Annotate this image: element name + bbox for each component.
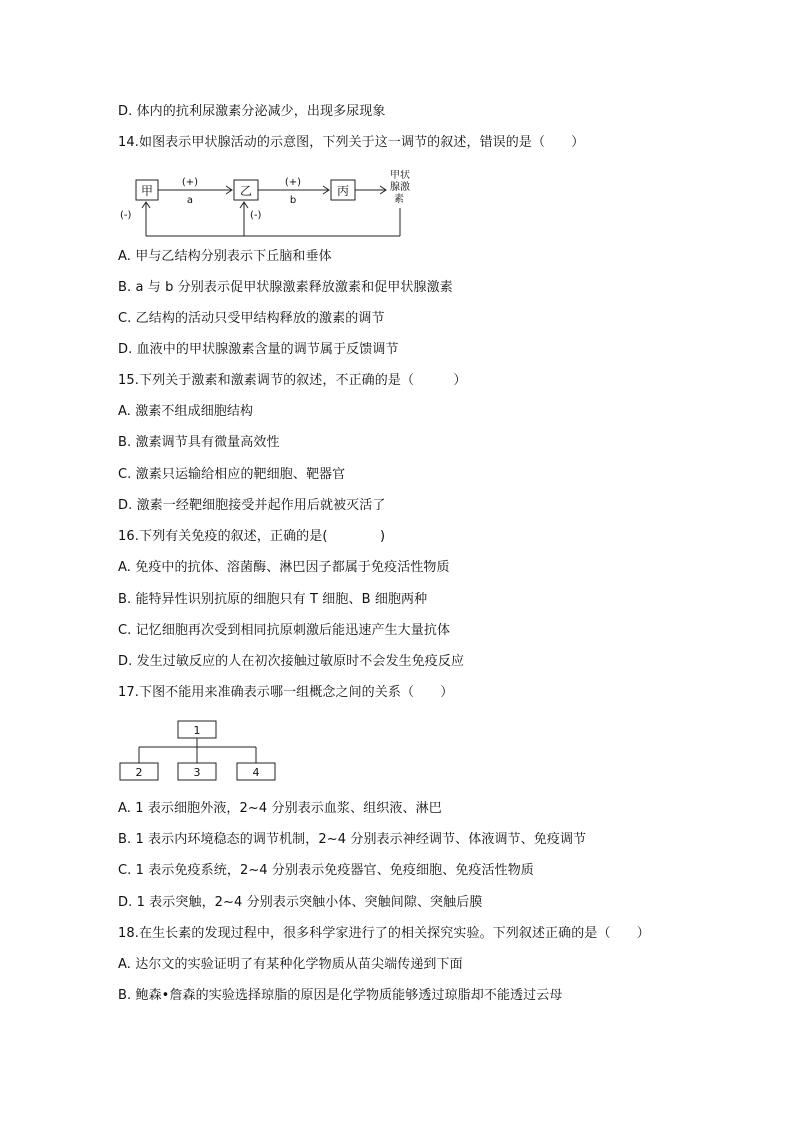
q17-option-c: C. 1 表示免疫系统，2~4 分别表示免疫器官、免疫细胞、免疫活性物质 [118,863,534,878]
q14-stem: 14.如图表示甲状腺活动的示意图，下列关于这一调节的叙述，错误的是（ ） [118,135,585,150]
concept-tree-diagram [118,718,280,784]
q18-option-b: B. 鲍森•詹森的实验选择琼脂的原因是化学物质能够透过琼脂却不能透过云母 [118,988,563,1003]
box-yi-label: 乙 [239,184,253,198]
q17-stem: 17.下图不能用来准确表示哪一组概念之间的关系（ ） [118,685,454,700]
tree-node-2-label: 2 [135,766,143,779]
q14-option-c: C. 乙结构的活动只受甲结构释放的激素的调节 [118,311,385,326]
q14-option-b: B. a 与 b 分别表示促甲状腺激素释放激素和促甲状腺激素 [118,280,453,295]
arrow-label-a: a [186,195,194,206]
q15-option-c: C. 激素只运输给相应的靶细胞、靶器官 [118,467,346,482]
minus-label-1: (-) [120,210,132,221]
box-jia-label: 甲 [140,184,154,198]
box-bing-label: 丙 [336,184,350,198]
q15-option-d: D. 激素一经靶细胞接受并起作用后就被灭活了 [118,498,386,513]
q16-option-a: A. 免疫中的抗体、溶菌酶、淋巴因子都属于免疫活性物质 [118,560,450,575]
q16-stem: 16.下列有关免疫的叙述，正确的是( ) [118,529,386,544]
hormone-label-line2: 腺激 [390,182,410,193]
q14-option-a: A. 甲与乙结构分别表示下丘脑和垂体 [118,249,332,264]
q17-option-a: A. 1 表示细胞外液，2~4 分别表示血浆、组织液、淋巴 [118,801,442,816]
q13-option-d: D. 体内的抗利尿激素分泌减少，出现多尿现象 [118,104,386,119]
thyroid-regulation-diagram [118,170,418,242]
tree-node-3-label: 3 [193,766,201,779]
q17-option-d: D. 1 表示突触，2~4 分别表示突触小体、突触间隙、突触后膜 [118,895,483,910]
q18-option-a: A. 达尔文的实验证明了有某种化学物质从苗尖端传递到下面 [118,957,463,972]
q16-option-c: C. 记忆细胞再次受到相同抗原刺激后能迅速产生大量抗体 [118,623,451,638]
q16-option-d: D. 发生过敏反应的人在初次接触过敏原时不会发生免疫反应 [118,654,465,669]
plus-label-2: (+) [284,177,302,188]
minus-label-2: (-) [250,210,262,221]
q17-option-b: B. 1 表示内环境稳态的调节机制，2~4 分别表示神经调节、体液调节、免疫调节 [118,832,587,847]
q15-stem: 15.下列关于激素和激素调节的叙述，不正确的是（ ） [118,373,467,388]
q18-stem: 18.在生长素的发现过程中，很多科学家进行了的相关探究实验。下列叙述正确的是（ ） [118,926,650,941]
tree-node-1-label: 1 [193,724,201,737]
plus-label-1: (+) [181,177,199,188]
hormone-label-line1: 甲状 [390,170,410,181]
hormone-label-line3: 素 [394,194,404,205]
q15-option-a: A. 激素不组成细胞结构 [118,404,254,419]
q14-option-d: D. 血液中的甲状腺激素含量的调节属于反馈调节 [118,342,399,357]
tree-node-4-label: 4 [252,766,260,779]
q16-option-b: B. 能特异性识别抗原的细胞只有 T 细胞、B 细胞两种 [118,592,428,607]
arrow-label-b: b [289,195,297,206]
q15-option-b: B. 激素调节具有微量高效性 [118,435,280,450]
